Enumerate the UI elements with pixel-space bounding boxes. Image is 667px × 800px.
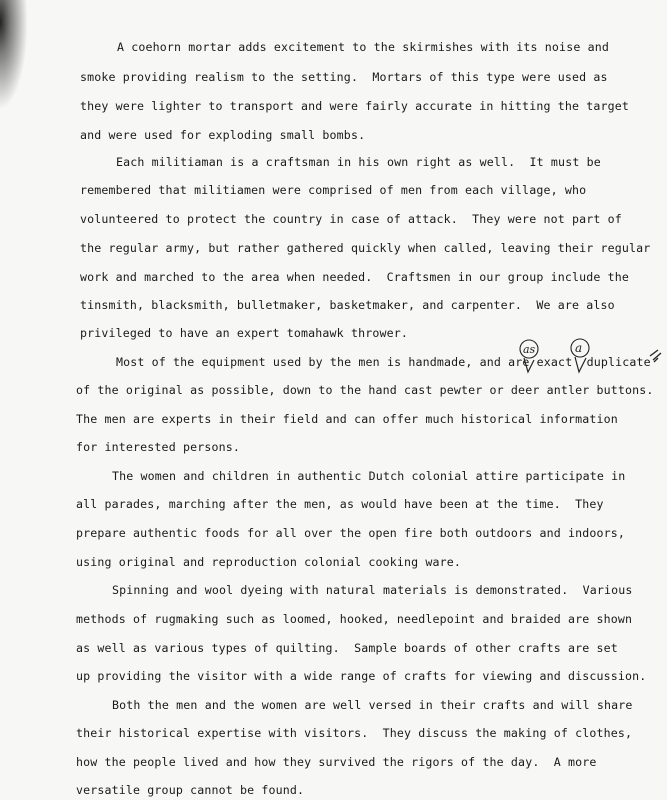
text-line: as well as various types of quilting. Sample boards of other crafts are set <box>76 641 618 655</box>
text-line: of the original as possible, down to the hand cast pewter or deer antler buttons. <box>76 383 654 397</box>
text-line: how the people lived and how they survived the rigors of the day. A more <box>76 755 597 769</box>
scan-edge-shadow <box>0 0 28 110</box>
text-line: methods of rugmaking such as loomed, hooked, needlepoint and braided are shown <box>76 612 633 626</box>
text-line: work and marched to the area when needed. Craftsmen in our group include the <box>80 270 630 284</box>
text-line: The men are experts in their field and can offer much historical information <box>76 412 618 426</box>
text-line: the regular army, but rather gathered quickly when called, leaving their regular <box>80 241 651 255</box>
text-line: versatile group cannot be found. <box>76 783 305 797</box>
text-line: tinsmith, blacksmith, bulletmaker, basketmaker, and carpenter. We are also <box>80 298 615 312</box>
text-line: Most of the equipment used by the men is handmade, and are exact duplicate <box>116 355 651 369</box>
handwritten-insertion-marks <box>512 336 662 380</box>
insertion-word-as: as <box>523 343 536 356</box>
text-line: remembered that militiamen were comprised of men from each village, who <box>80 183 587 197</box>
text-line: Spinning and wool dyeing with natural materials is demonstrated. Various <box>112 583 633 597</box>
text-line: prepare authentic foods for all over the open fire both outdoors and indoors, <box>76 526 626 540</box>
text-line: smoke providing realism to the setting. Mortars of this type were used as <box>80 70 608 84</box>
text-line: volunteered to protect the country in case of attack. They were not part of <box>80 212 622 226</box>
text-line: privileged to have an expert tomahawk thrower. <box>80 326 408 340</box>
text-line: and were used for exploding small bombs. <box>80 128 366 142</box>
text-line: Both the men and the women are well versed in their crafts and will share <box>112 698 633 712</box>
text-line: their historical expertise with visitors. They discuss the making of clothes, <box>76 726 633 740</box>
text-line: for interested persons. <box>76 440 240 454</box>
text-line: Each militiaman is a craftsman in his own right as well. It must be <box>116 155 601 169</box>
text-line: The women and children in authentic Dutch colonial attire participate in <box>112 469 626 483</box>
text-line: A coehorn mortar adds excitement to the skirmishes with its noise and <box>117 40 609 54</box>
insertion-word-a: a <box>575 341 583 355</box>
text-line: using original and reproduction colonial cooking ware. <box>76 555 462 569</box>
text-line: all parades, marching after the men, as would have been at the time. They <box>76 497 604 511</box>
text-line: up providing the visitor with a wide range of crafts for viewing and discussion. <box>76 669 647 683</box>
text-line: they were lighter to transport and were fairly accurate in hitting the target <box>80 99 630 113</box>
